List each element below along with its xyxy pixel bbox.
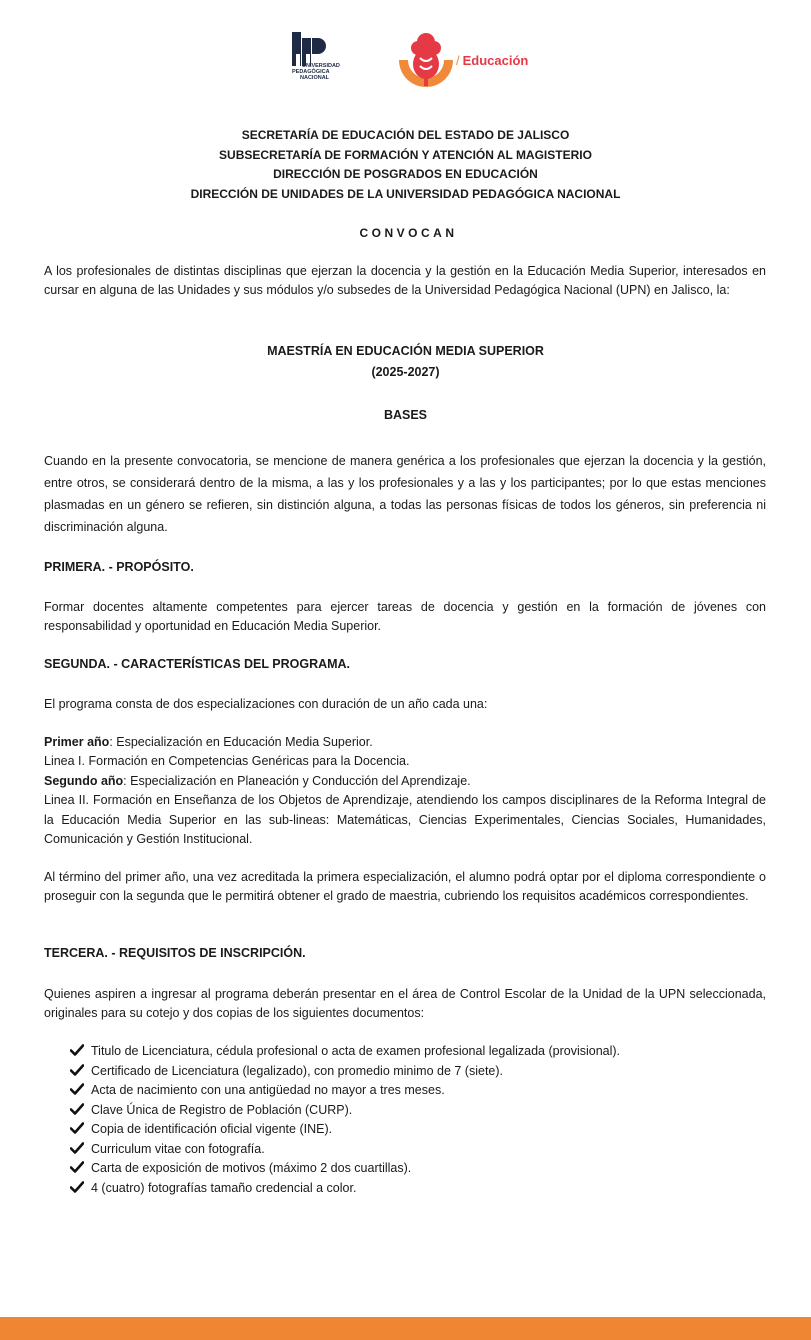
requirement-text: 4 (cuatro) fotografías tamaño credencial a color. xyxy=(91,1180,357,1195)
year-2-label: Segundo año xyxy=(44,773,124,788)
institution-line: SECRETARÍA DE EDUCACIÓN DEL ESTADO DE JALISCO xyxy=(241,128,570,142)
requirement-text: Carta de exposición de motivos (máximo 2 dos cuartillas). xyxy=(91,1161,412,1175)
requirement-text: Clave Única de Registro de Población (CURP). xyxy=(91,1102,353,1117)
checkmark-icon xyxy=(70,1044,84,1056)
education-brand xyxy=(456,53,528,68)
checkmark-icon xyxy=(70,1064,84,1076)
list-item xyxy=(70,1101,620,1121)
checkmark-icon xyxy=(70,1142,84,1154)
header-logos xyxy=(0,28,811,94)
checkmark-icon xyxy=(70,1181,84,1193)
brand-slash: / xyxy=(456,53,460,68)
requirements-list xyxy=(70,1042,620,1198)
upn-emblem-icon xyxy=(290,32,330,66)
intro-paragraph: A los profesionales de distintas disciplinas que ejerzan la docencia y la gestión en la Educación Media Superior, interesados en cursar en alguna de las Unidades y sus módulos y/o subsedes de la Universidad Pedagógica Nacional (UPN) en Jalisco, la: xyxy=(44,264,766,298)
institution-line: DIRECCIÓN DE UNIDADES DE LA UNIVERSIDAD PEDAGÓGICA NACIONAL xyxy=(190,186,621,201)
tercera-heading: TERCERA. - REQUISITOS DE INSCRIPCIÓN. xyxy=(44,946,306,960)
program-years: (2025-2027) xyxy=(371,365,440,379)
checkmark-icon xyxy=(70,1161,84,1173)
year-1-row xyxy=(44,733,766,752)
requirement-text: Curriculum vitae con fotografía. xyxy=(91,1141,265,1156)
year-1-text: : Especialización en Educación Media Superior. xyxy=(109,735,373,749)
segunda-closing: Al término del primer año, una vez acreditada la primera especialización, el alumno podrá optar por el diploma correspondiente o proseguir con la segunda que le permitirá obtener el grado de maestria, cubriendo los requisitos académicos correspondientes. xyxy=(44,870,766,904)
list-item xyxy=(70,1081,620,1101)
list-item xyxy=(70,1042,620,1062)
primera-heading: PRIMERA. - PROPÓSITO. xyxy=(44,560,194,574)
upn-line-3: NACIONAL xyxy=(300,75,330,81)
line-1-text: Linea I. Formación en Competencias Genéricas para la Docencia. xyxy=(44,754,410,769)
list-item xyxy=(70,1140,620,1160)
requirement-text: Copia de identificación oficial vigente (INE). xyxy=(91,1122,333,1136)
program-title: MAESTRÍA EN EDUCACIÓN MEDIA SUPERIOR xyxy=(267,344,544,358)
upn-wordmark xyxy=(290,63,360,81)
requirement-text: Titulo de Licenciatura, cédula profesional o acta de examen profesional legalizada (provisional). xyxy=(91,1044,621,1058)
institutions-header xyxy=(0,126,811,204)
list-item xyxy=(70,1159,620,1179)
line-2-text: Linea II. Formación en Enseñanza de los Objetos de Aprendizaje, atendiendo los campos disciplinares de la Reforma Integral de la Educación Media Superior en las sub-lineas: Matemáticas, Ciencias Experimentales, Ciencias Sociales, Humanidades, Comunicación y Gestión Institucional. xyxy=(44,793,766,847)
list-item xyxy=(70,1179,620,1199)
institution-line: DIRECCIÓN DE POSGRADOS EN EDUCACIÓN xyxy=(273,167,538,181)
requirement-text: Certificado de Licenciatura (legalizado), con promedio minimo de 7 (siete). xyxy=(91,1063,504,1078)
checkmark-icon xyxy=(70,1083,84,1095)
education-brand-label: Educación xyxy=(462,53,529,68)
list-item xyxy=(70,1062,620,1082)
institution-line: SUBSECRETARÍA DE FORMACIÓN Y ATENCIÓN AL MAGISTERIO xyxy=(219,147,592,162)
upn-logo xyxy=(288,28,358,92)
checkmark-icon xyxy=(70,1103,84,1115)
tercera-text: Quienes aspiren a ingresar al programa deberán presentar en el área de Control Escolar de la Unidad de la UPN seleccionada, originales para su cotejo y dos copias de los siguientes documentos: xyxy=(44,987,766,1021)
bases-paragraph: Cuando en la presente convocatoria, se mencione de manera genérica a los profesionales que ejerzan la docencia y la gestión, entre otros, se considerará dentro de la misma, a las y los profesionales y a las y los participantes; por lo que estas menciones plasmadas en un género se refieren, sin distinción alguna, a todas las personas físicas de todos los géneros, sin preferencia ni discriminación alguna. xyxy=(44,454,766,534)
bases-heading: BASES xyxy=(383,408,428,422)
convocan-heading: CONVOCAN xyxy=(359,226,458,240)
requirement-text: Acta de nacimiento con una antigüedad no mayor a tres meses. xyxy=(91,1083,445,1097)
year-2-row xyxy=(44,772,766,791)
footer-accent-bar xyxy=(0,1317,811,1340)
year-1-label: Primer año xyxy=(44,735,110,749)
checkmark-icon xyxy=(70,1122,84,1134)
education-emblem-icon xyxy=(396,30,456,92)
segunda-intro: El programa consta de dos especializaciones con duración de un año cada una: xyxy=(44,697,488,711)
year-2-text: : Especialización en Planeación y Conducción del Aprendizaje. xyxy=(123,773,471,788)
list-item xyxy=(70,1120,620,1140)
segunda-heading: SEGUNDA. - CARACTERÍSTICAS DEL PROGRAMA. xyxy=(44,657,351,671)
program-title-block xyxy=(0,341,811,383)
program-structure xyxy=(44,733,766,849)
primera-text: Formar docentes altamente competentes para ejercer tareas de docencia y gestión en la formación de jóvenes con responsabilidad y oportunidad en Educación Media Superior. xyxy=(44,600,766,634)
upn-line-2: PEDAGÓGICA xyxy=(292,69,330,75)
upn-line-1: UNIVERSIDAD xyxy=(302,63,340,69)
